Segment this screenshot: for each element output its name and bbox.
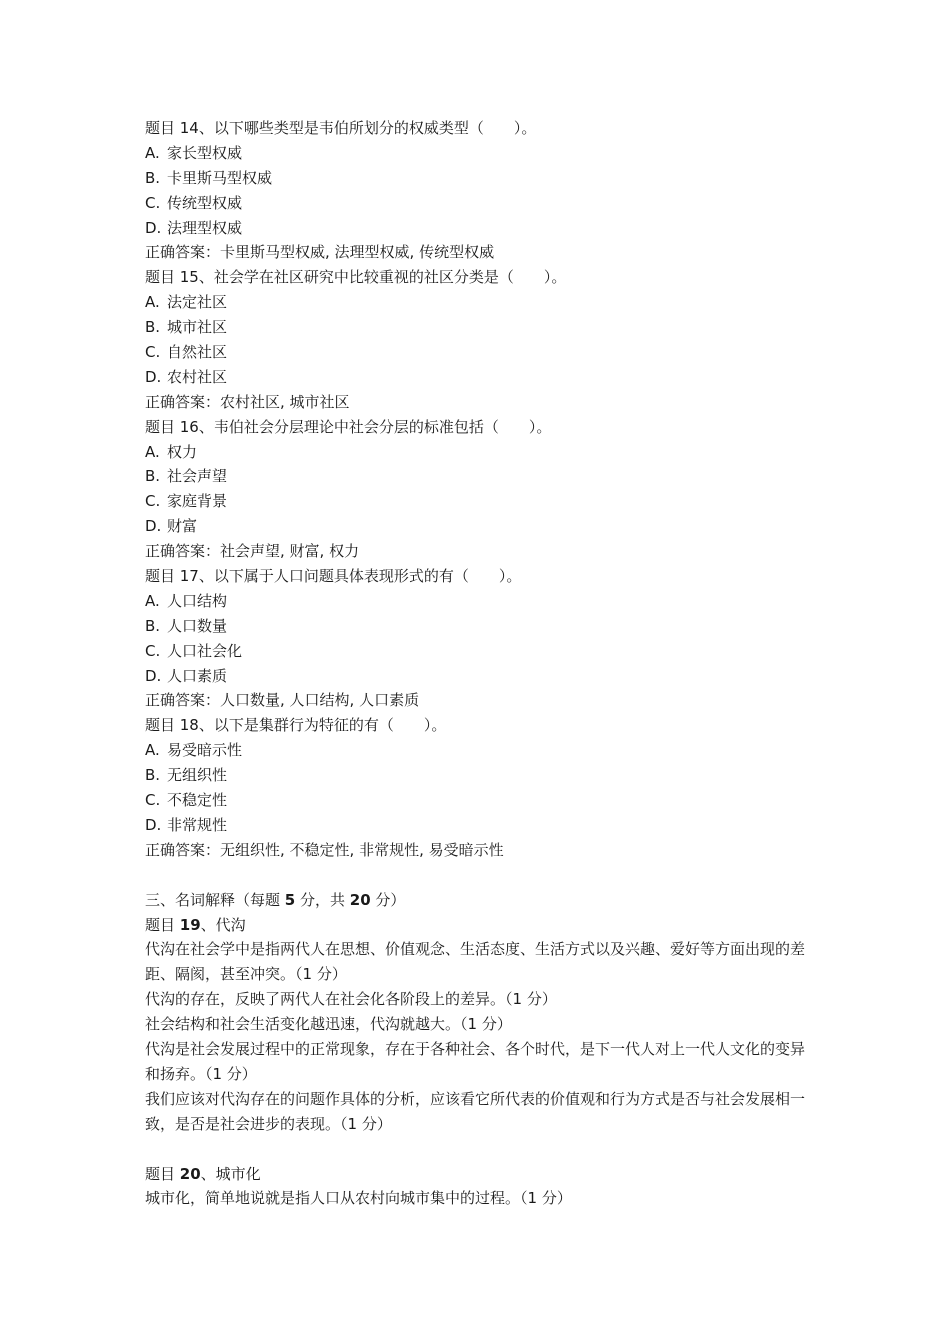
option-a: A. 易受暗示性 (145, 741, 243, 760)
spacer (145, 863, 810, 888)
option-d: D. 农村社区 (145, 367, 228, 386)
option-c: C. 人口社会化 (145, 641, 243, 660)
question-title: 题目 18、以下是集群行为特征的有（ ）。 (145, 716, 447, 735)
option-c: C. 传统型权威 (145, 193, 243, 212)
option-d: D. 法理型权威 (145, 218, 243, 237)
answer-paragraph: 我们应该对代沟存在的问题作具体的分析，应该看它所代表的价值观和行为方式是否与社会发展相一致，是否是社会进步的表现。（1 分） (145, 1089, 806, 1133)
section-heading: 三、名词解释（每题 5 分，共 20 分） (145, 890, 406, 909)
correct-answer: 正确答案：人口数量, 人口结构, 人口素质 (145, 691, 420, 710)
answer-paragraph: 社会结构和社会生活变化越迅速，代沟就越大。（1 分） (145, 1015, 512, 1034)
answer-paragraph: 代沟是社会发展过程中的正常现象，存在于各种社会、各个时代，是下一代人对上一代人文化的变异和扬弃。（1 分） (145, 1040, 806, 1083)
question-title: 题目 17、以下属于人口问题具体表现形式的有（ ）。 (145, 567, 522, 586)
question-title: 题目 16、韦伯社会分层理论中社会分层的标准包括（ ）。 (145, 417, 552, 436)
option-b: B. 社会声望 (145, 467, 228, 486)
option-c: C. 自然社区 (145, 343, 228, 362)
spacer (145, 1137, 810, 1162)
question-18 (145, 713, 810, 862)
question-19 (145, 913, 810, 1137)
correct-answer: 正确答案：社会声望, 财富, 权力 (145, 542, 360, 561)
option-a: A. 家长型权威 (145, 143, 243, 162)
question-title: 题目 15、社会学在社区研究中比较重视的社区分类是（ ）。 (145, 268, 567, 287)
option-c: C. 家庭背景 (145, 492, 228, 511)
option-d: D. 非常规性 (145, 815, 228, 834)
question-20 (145, 1162, 810, 1212)
question-16 (145, 415, 810, 564)
option-b: B. 人口数量 (145, 616, 228, 635)
question-15 (145, 265, 810, 414)
option-c: C. 不稳定性 (145, 791, 228, 810)
answer-paragraph: 代沟在社会学中是指两代人在思想、价值观念、生活态度、生活方式以及兴趣、爱好等方面出现的差距、隔阂，甚至冲突。（1 分） (145, 940, 806, 984)
question-title: 题目 19、代沟 (145, 915, 246, 934)
option-a: A. 法定社区 (145, 293, 228, 312)
question-17 (145, 564, 810, 713)
answer-paragraph: 代沟的存在，反映了两代人在社会化各阶段上的差异。（1 分） (145, 990, 557, 1009)
answer-paragraph: 城市化，简单地说就是指人口从农村向城市集中的过程。（1 分） (145, 1189, 572, 1208)
option-b: B. 城市社区 (145, 318, 228, 337)
question-title: 题目 14、以下哪些类型是韦伯所划分的权威类型（ ）。 (145, 119, 537, 137)
option-b: B. 无组织性 (145, 766, 228, 785)
option-a: A. 权力 (145, 442, 198, 461)
document-content (145, 116, 810, 1211)
option-d: D. 人口素质 (145, 666, 228, 685)
option-b: B. 卡里斯马型权威 (145, 168, 273, 187)
correct-answer: 正确答案：农村社区, 城市社区 (145, 392, 350, 411)
question-title: 题目 20、城市化 (145, 1164, 261, 1183)
option-a: A. 人口结构 (145, 591, 228, 610)
correct-answer: 正确答案：无组织性, 不稳定性, 非常规性, 易受暗示性 (145, 840, 504, 859)
option-d: D. 财富 (145, 517, 198, 536)
question-14 (145, 116, 810, 265)
correct-answer: 正确答案：卡里斯马型权威, 法理型权威, 传统型权威 (145, 243, 495, 262)
